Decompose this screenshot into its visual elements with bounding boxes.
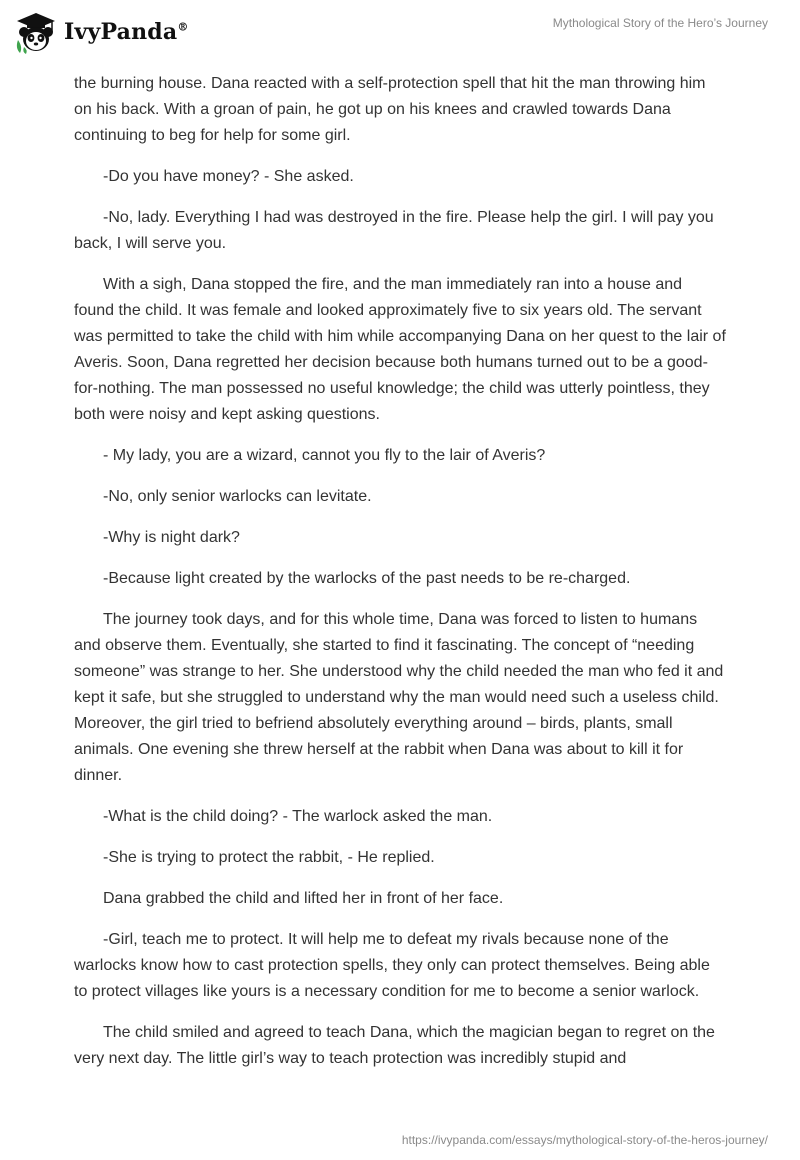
- ivypanda-logo[interactable]: [14, 10, 189, 54]
- paragraph: The child smiled and agreed to teach Dana, which the magician began to regret on the very next day. The little girl’s way to teach protection was incredibly stupid and: [74, 1024, 715, 1067]
- trademark-symbol: ®: [177, 20, 189, 34]
- paragraph: -What is the child doing? - The warlock asked the man.: [103, 808, 493, 825]
- paragraph: - My lady, you are a wizard, cannot you fly to the lair of Averis?: [103, 447, 546, 464]
- paragraph: the burning house. Dana reacted with a self-protection spell that hit the man throwing him on his back. With a groan of pain, he got up on his knees and crawled towards Dana continuing to beg for help for some girl.: [74, 75, 706, 144]
- paragraph: -Why is night dark?: [103, 529, 240, 546]
- paragraph: Dana grabbed the child and lifted her in front of her face.: [103, 890, 504, 907]
- paragraph: -Girl, teach me to protect. It will help me to defeat my rivals because none of the warlocks know how to cast protection spells, they only can protect themselves. Being able to protect villages like yours is a necessary condition for me to become a senior warlock.: [74, 931, 710, 1000]
- brand-name: [64, 19, 189, 45]
- paragraph: -No, only senior warlocks can levitate.: [103, 488, 372, 505]
- panda-graduation-cap-icon: [14, 10, 58, 54]
- brand-text: IvyPanda: [64, 19, 178, 45]
- paragraph: The journey took days, and for this whole time, Dana was forced to listen to humans and observe them. Eventually, she started to find it fascinating. The concept of “needing someone” was strange to her. She understood why the child needed the man who fed it and kept it safe, but she struggled to understand why the man would need such a useless child. Moreover, the girl tried to befriend absolutely everything around – birds, plants, small animals. One evening she threw herself at the rabbit when Dana was about to kill it for dinner.: [74, 611, 724, 784]
- paragraph: -She is trying to protect the rabbit, - He replied.: [103, 849, 435, 866]
- source-url-link[interactable]: https://ivypanda.com/essays/mythological-story-of-the-heros-journey/: [401, 1133, 768, 1147]
- document-title: Mythological Story of the Hero’s Journey: [552, 16, 768, 30]
- essay-body: [74, 71, 726, 1087]
- paragraph: -No, lady. Everything I had was destroyed in the fire. Please help the girl. I will pay you back, I will serve you.: [74, 209, 714, 252]
- paragraph: -Because light created by the warlocks of the past needs to be re-charged.: [103, 570, 631, 587]
- paragraph: -Do you have money? - She asked.: [103, 168, 354, 185]
- paragraph: With a sigh, Dana stopped the fire, and the man immediately ran into a house and found the child. It was female and looked approximately five to six years old. The servant was permitted to take the child with him while accompanying Dana on her quest to the lair of Averis. Soon, Dana regretted her decision because both humans turned out to be a good-for-nothing. The man possessed no useful knowledge; the child was utterly pointless, they both were noisy and kept asking questions.: [74, 276, 726, 423]
- page-header: [0, 0, 800, 60]
